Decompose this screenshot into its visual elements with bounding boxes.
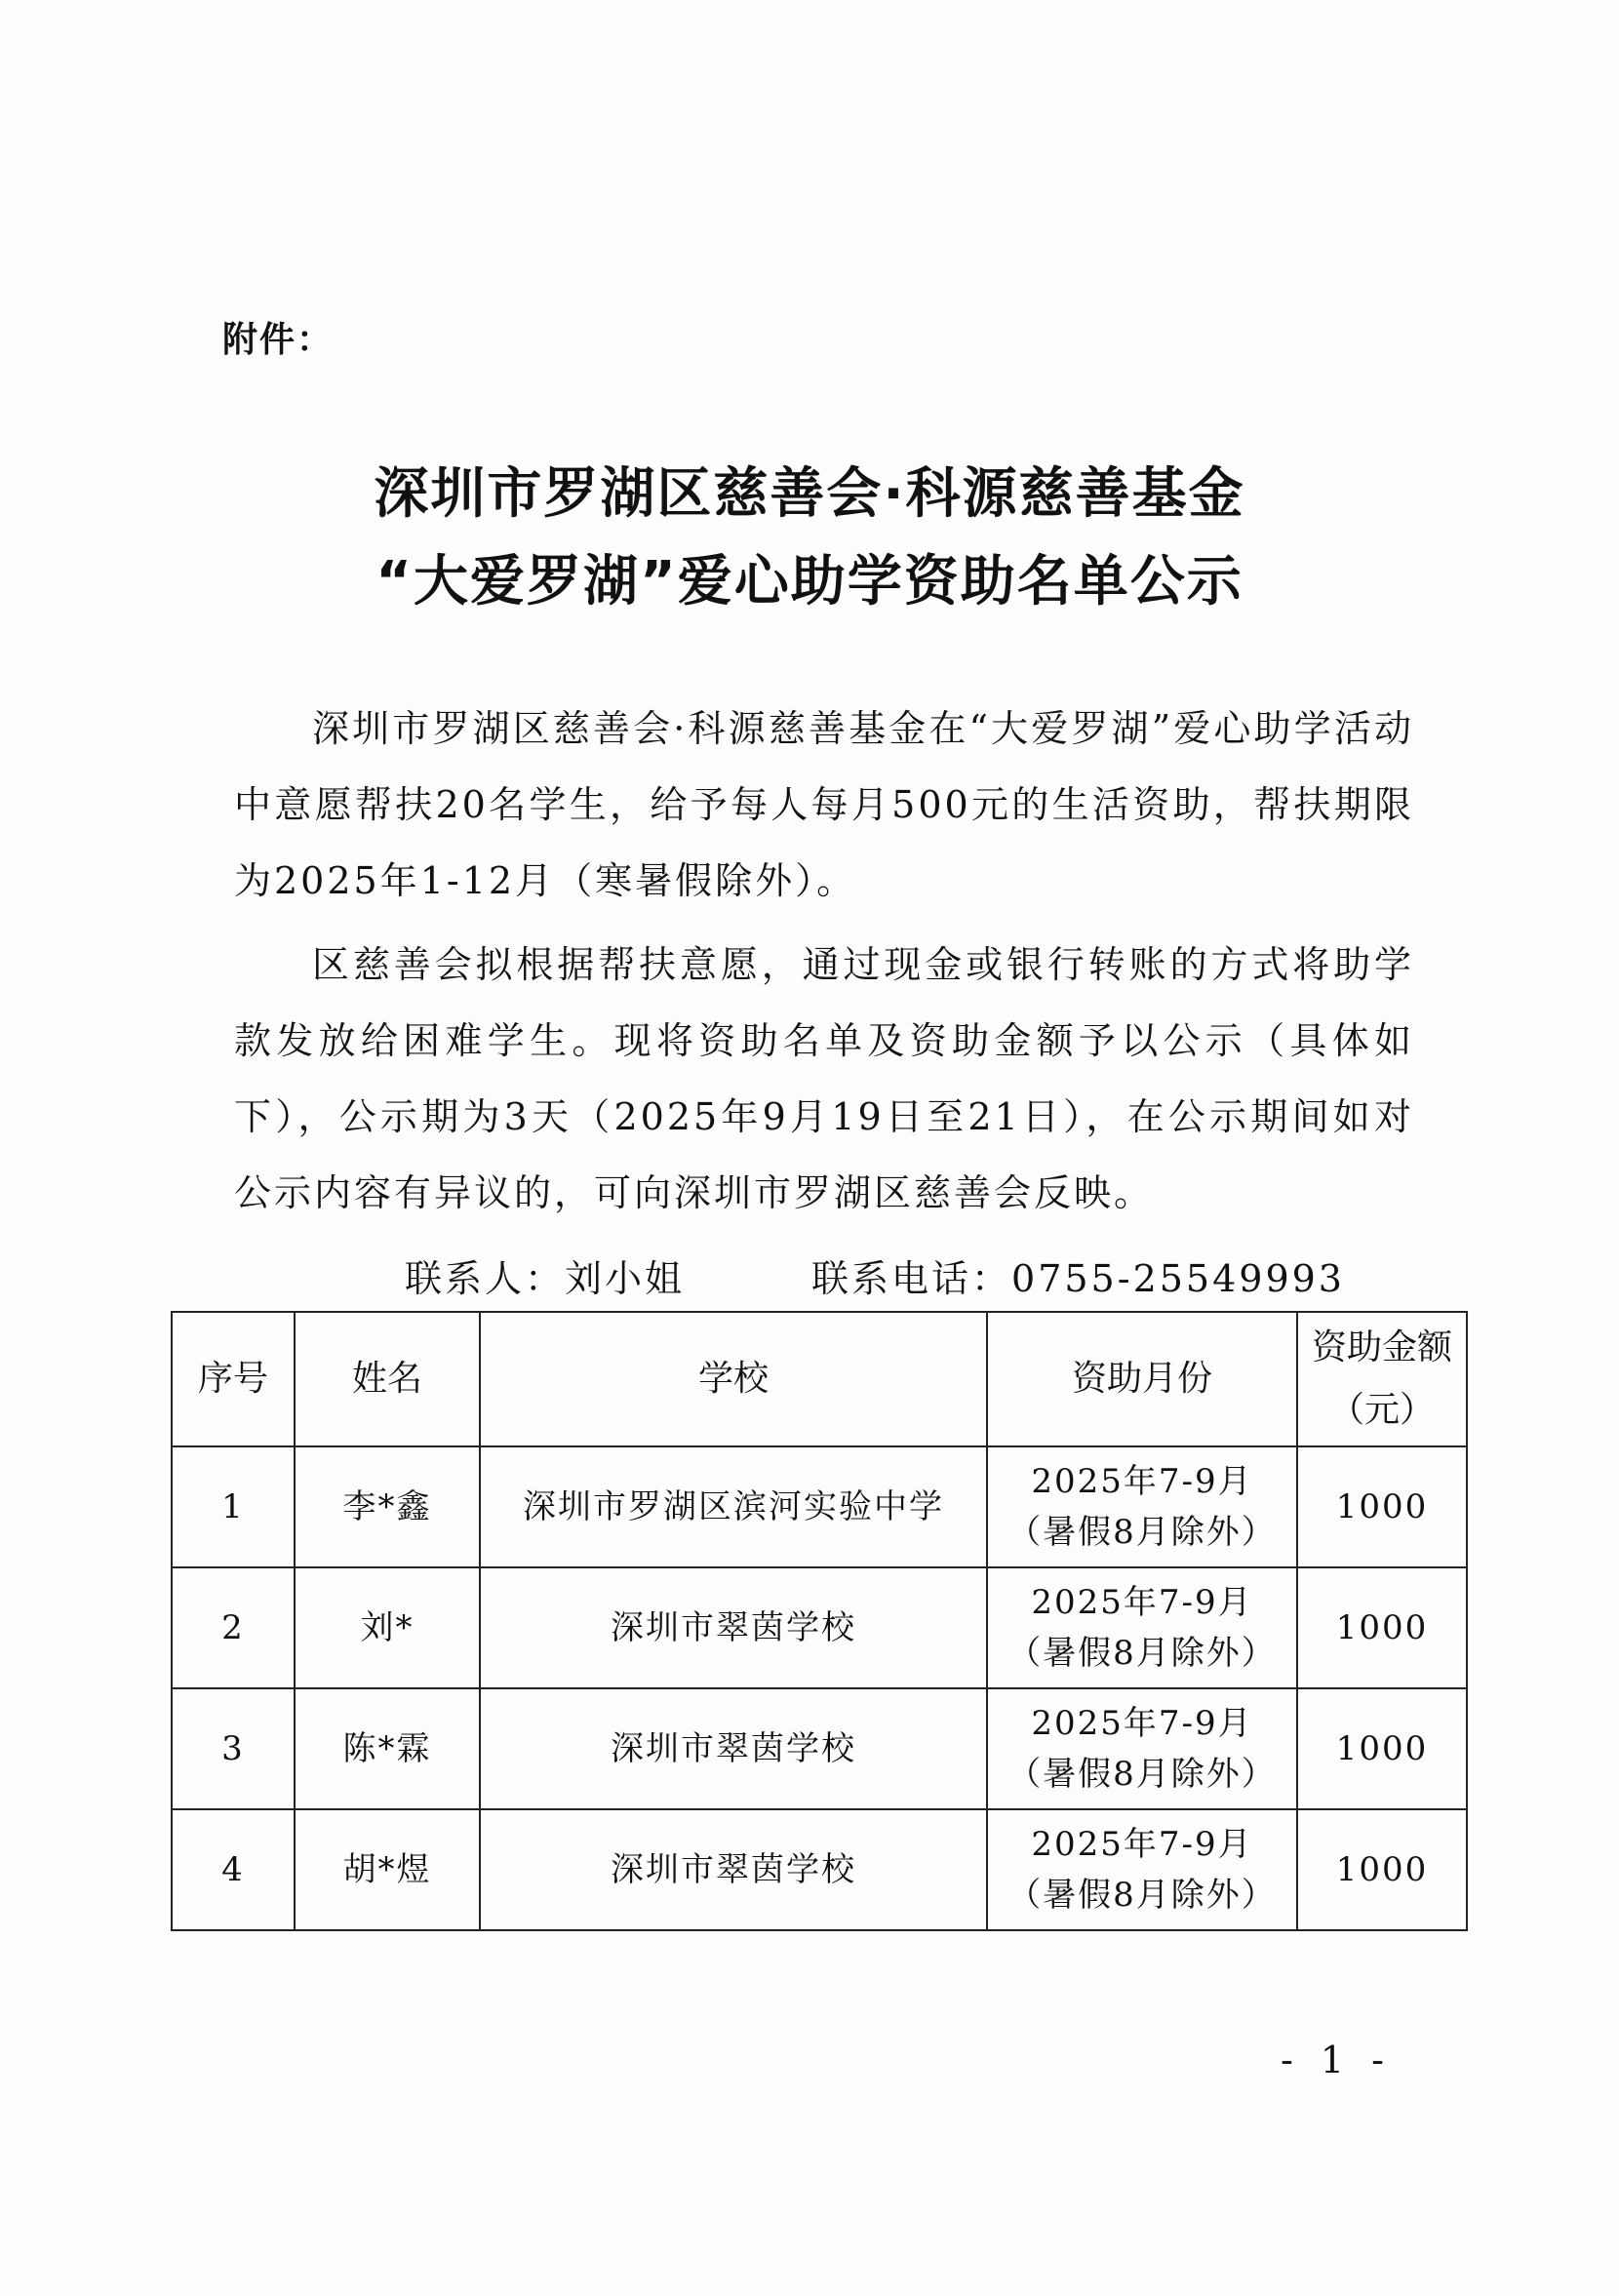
cell-name: 刘* <box>295 1567 480 1688</box>
cell-months <box>987 1688 1297 1809</box>
cell-months-line1: 2025年7-9月 <box>1031 1704 1253 1743</box>
cell-school: 深圳市翠茵学校 <box>480 1809 987 1930</box>
cell-months <box>987 1567 1297 1688</box>
cell-no: 2 <box>172 1567 295 1688</box>
cell-months <box>987 1446 1297 1567</box>
paragraph-announcement: 区慈善会拟根据帮扶意愿，通过现金或银行转账的方式将助学款发放给困难学生。现将资助名单及资助金额予以公示（具体如下），公示期为3天（2025年9月19日至21日），在公示期间如对公示内容有异议的，可向深圳市罗湖区慈善会反映。 <box>234 943 1414 1214</box>
cell-no: 3 <box>172 1688 295 1809</box>
table-row <box>172 1688 1467 1809</box>
cell-months-line1: 2025年7-9月 <box>1031 1583 1253 1622</box>
cell-months-line1: 2025年7-9月 <box>1031 1825 1253 1864</box>
cell-months-line2: （暑假8月除外） <box>1007 1755 1277 1794</box>
cell-months-line2: （暑假8月除外） <box>1007 1513 1277 1552</box>
cell-amount: 1000 <box>1297 1446 1467 1567</box>
contact-phone: 联系电话：0755-25549993 <box>811 1257 1345 1300</box>
cell-name: 陈*霖 <box>295 1688 480 1809</box>
table-row <box>172 1567 1467 1688</box>
header-name: 姓名 <box>295 1312 480 1446</box>
cell-school: 深圳市罗湖区滨河实验中学 <box>480 1446 987 1567</box>
cell-amount: 1000 <box>1297 1688 1467 1809</box>
cell-school: 深圳市翠茵学校 <box>480 1688 987 1809</box>
header-school: 学校 <box>480 1312 987 1446</box>
header-no: 序号 <box>172 1312 295 1446</box>
table-header-row <box>172 1312 1467 1446</box>
cell-months-line2: （暑假8月除外） <box>1007 1876 1277 1915</box>
cell-amount: 1000 <box>1297 1809 1467 1930</box>
paragraph-intro: 深圳市罗湖区慈善会·科源慈善基金在“大爱罗湖”爱心助学活动中意愿帮扶20名学生，给予每人每月500元的生活资助，帮扶期限为2025年1-12月（寒暑假除外）。 <box>234 707 1414 902</box>
cell-no: 4 <box>172 1809 295 1930</box>
cell-school: 深圳市翠茵学校 <box>480 1567 987 1688</box>
cell-months-line2: （暑假8月除外） <box>1007 1634 1277 1673</box>
contact-person: 联系人：刘小姐 <box>405 1257 686 1300</box>
cell-months-line1: 2025年7-9月 <box>1031 1462 1253 1501</box>
page-number: - 1 - <box>1280 2039 1392 2081</box>
attachment-label: 附件： <box>222 320 335 360</box>
funding-list-table <box>171 1311 1468 1931</box>
contact-line <box>405 1248 1380 1302</box>
header-amount-line1: 资助金额 <box>1311 1327 1452 1367</box>
page-title-line-1: 深圳市罗湖区慈善会·科源慈善基金 <box>374 462 1245 526</box>
cell-name: 胡*煜 <box>295 1809 480 1930</box>
table-row <box>172 1809 1467 1930</box>
cell-name: 李*鑫 <box>295 1446 480 1567</box>
header-months: 资助月份 <box>987 1312 1297 1446</box>
page-title-line-2: “大爱罗湖”爱心助学资助名单公示 <box>375 550 1244 614</box>
cell-no: 1 <box>172 1446 295 1567</box>
header-amount-line2: （元） <box>1328 1390 1435 1430</box>
table-row <box>172 1446 1467 1567</box>
cell-amount: 1000 <box>1297 1567 1467 1688</box>
header-amount <box>1297 1312 1467 1446</box>
cell-months <box>987 1809 1297 1930</box>
